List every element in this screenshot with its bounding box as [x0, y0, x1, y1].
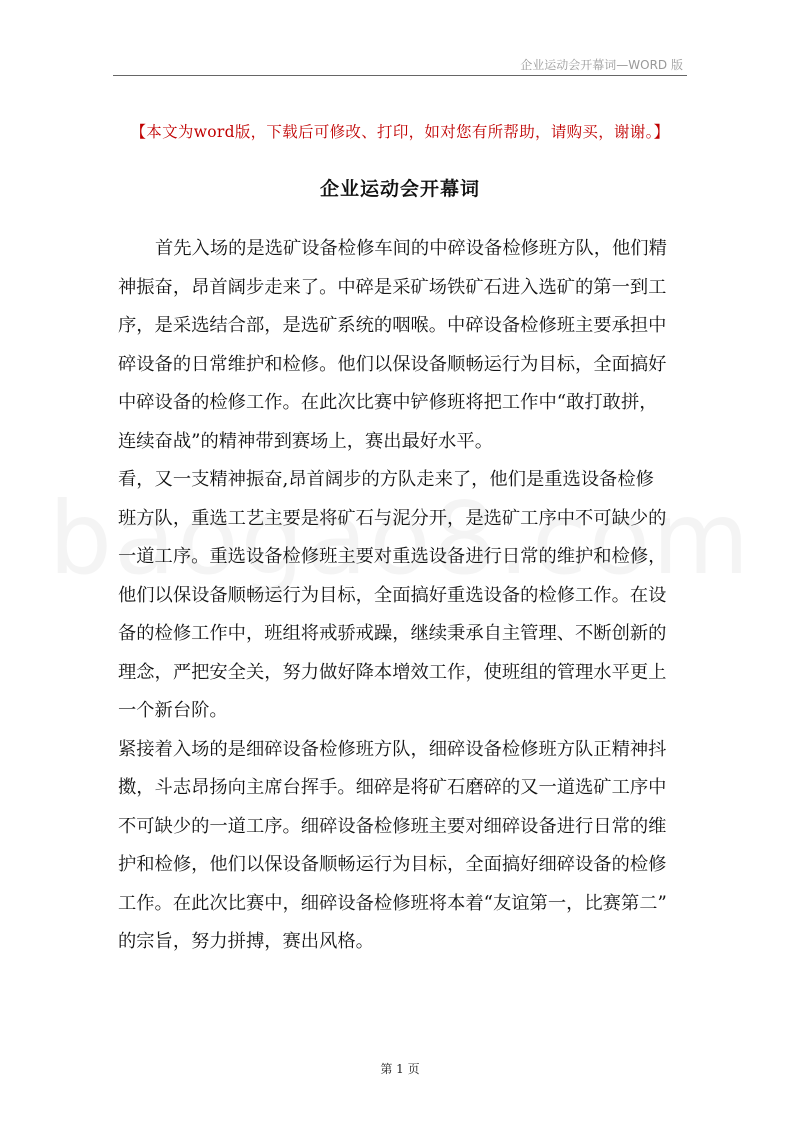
text-line: 不可缺少的一道工序。细碎设备检修班主要对细碎设备进行日常的维: [118, 815, 667, 837]
document-title: 企业运动会开幕词: [319, 178, 480, 200]
text-line: 首先入场的是选矿设备检修车间的中碎设备检修班方队，他们精: [155, 238, 667, 259]
text-line: 的宗旨，努力拼搏，赛出风格。: [118, 931, 374, 952]
text-line: 他们以保设备顺畅运行为目标，全面搞好重选设备的检修工作。在设: [118, 584, 667, 606]
document-body: [118, 230, 678, 962]
text-line: 备的检修工作中，班组将戒骄戒躁，继续秉承自主管理、不断创新的: [118, 623, 667, 644]
text-line: 看，又一支精神振奋,昂首阔步的方队走来了，他们是重选设备检修: [118, 469, 654, 490]
text-line: 一个新台阶。: [118, 700, 228, 721]
text-line: 碎设备的日常维护和检修。他们以保设备顺畅运行为目标，全面搞好: [118, 353, 667, 375]
header-rule: [113, 75, 687, 76]
text-line: 工作。在此次比赛中，细碎设备检修班将本着“友谊第一，比赛第二”: [118, 892, 667, 914]
text-line: 紧接着入场的是细碎设备检修班方队，细碎设备检修班方队正精神抖: [118, 738, 667, 760]
text-line: 神振奋，昂首阔步走来了。中碎是采矿场铁矿石进入选矿的第一到工: [118, 276, 667, 298]
running-header: 企业运动会开幕词—WORD 版: [520, 58, 683, 72]
page-number: 第 1 页: [380, 1062, 420, 1076]
text-line: 连续奋战”的精神带到赛场上，赛出最好水平。: [118, 430, 493, 452]
text-line: 一道工序。重选设备检修班主要对重选设备进行日常的维护和检修，: [118, 546, 667, 567]
red-notice: 【本文为word版，下载后可修改、打印，如对您有所帮助，请购买，谢谢。】: [130, 123, 670, 141]
text-line: 护和检修，他们以保设备顺畅运行为目标，全面搞好细碎设备的检修: [118, 854, 667, 875]
paragraph: [118, 230, 678, 461]
text-line: 序，是采选结合部，是选矿系统的咽喉。中碎设备检修班主要承担中: [118, 315, 667, 336]
text-line: 理念，严把安全关，努力做好降本增效工作，使班组的管理水平更上: [118, 661, 667, 683]
text-line: 班方队，重选工艺主要是将矿石与泥分开，是选矿工序中不可缺少的: [118, 507, 667, 529]
text-line: 擞，斗志昂扬向主席台挥手。细碎是将矿石磨碎的又一道选矿工序中: [118, 777, 667, 798]
paragraph: [118, 731, 678, 962]
paragraph: [118, 461, 678, 731]
text-line: 中碎设备的检修工作。在此次比赛中铲修班将把工作中“敢打敢拼，: [118, 392, 658, 413]
